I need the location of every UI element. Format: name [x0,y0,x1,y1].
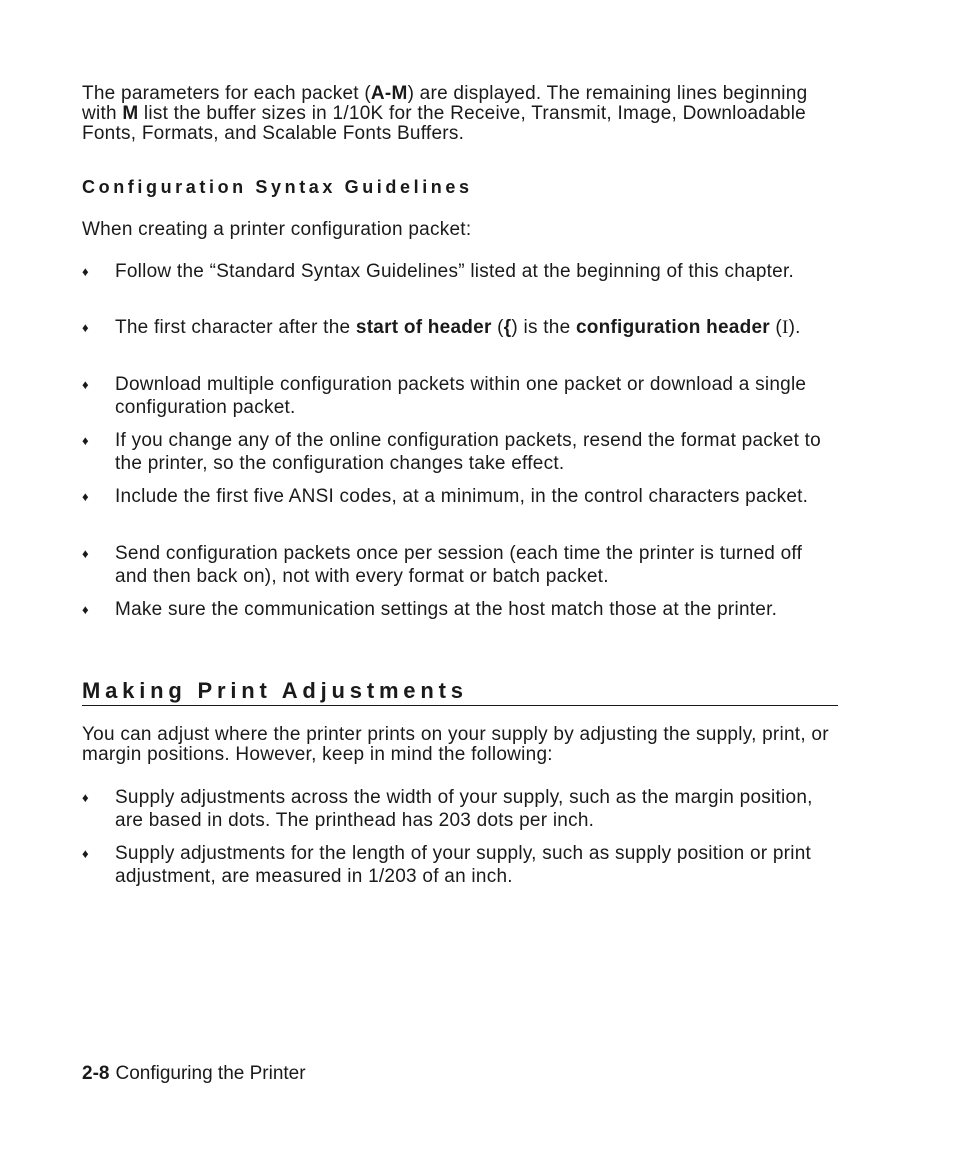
section-heading: Making Print Adjustments [82,678,838,706]
diamond-bullet-icon: ♦ [82,546,89,561]
list-item-text: Make sure the communication settings at the host match those at the printer. [115,599,778,620]
list-item-text: Supply adjustments across the width of your supply, such as the margin position, are based in dots. The printhead has 203 dots per inch. [115,787,813,831]
config-lead-text: When creating a printer configuration packet: [82,219,472,240]
diamond-bullet-icon: ♦ [82,320,89,335]
diamond-bullet-icon: ♦ [82,377,89,392]
list-item-text: Download multiple configuration packets within one packet or download a single configuration packet. [115,374,807,418]
page-number: 2-8 [82,1063,110,1084]
adjust-lead-text: You can adjust where the printer prints on your supply by adjusting the supply, print, or margin positions. However, keep in mind the following: [82,724,829,765]
config-subheading: Configuration Syntax Guidelines [82,177,473,197]
diamond-bullet-icon: ♦ [82,264,89,279]
config-header-code: I [782,317,789,338]
diamond-bullet-icon: ♦ [82,790,89,805]
diamond-bullet-icon: ♦ [82,433,89,448]
chapter-title: Configuring the Printer [115,1063,306,1084]
packet-range: A-M [370,83,408,104]
page-footer [82,1063,306,1085]
packet-letter: M [122,103,139,124]
diamond-bullet-icon: ♦ [82,846,89,861]
list-item-text: The first character after the start of header ({) is the configuration header (I). [115,317,801,338]
list-item-text: Supply adjustments for the length of your supply, such as supply position or print adjustment, are measured in 1/203 of an inch. [115,843,812,887]
diamond-bullet-icon: ♦ [82,489,89,504]
list-item-text: Include the first five ANSI codes, at a minimum, in the control characters packet. [115,486,809,507]
list-item-text: Follow the “Standard Syntax Guidelines” listed at the beginning of this chapter. [115,261,795,282]
diamond-bullet-icon: ♦ [82,602,89,617]
list-item-text: If you change any of the online configuration packets, resend the format packet to the printer, so the configuration changes take effect. [115,430,821,474]
list-item-text: Send configuration packets once per session (each time the printer is turned off and then back on), not with every format or batch packet. [115,543,803,587]
intro-paragraph: The parameters for each packet (A-M) are displayed. The remaining lines beginning with M list the buffer sizes in 1/10K for the Receive, Transmit, Image, Downloadable Fonts, Formats, and Scalable Fonts Buffers. [82,83,808,144]
